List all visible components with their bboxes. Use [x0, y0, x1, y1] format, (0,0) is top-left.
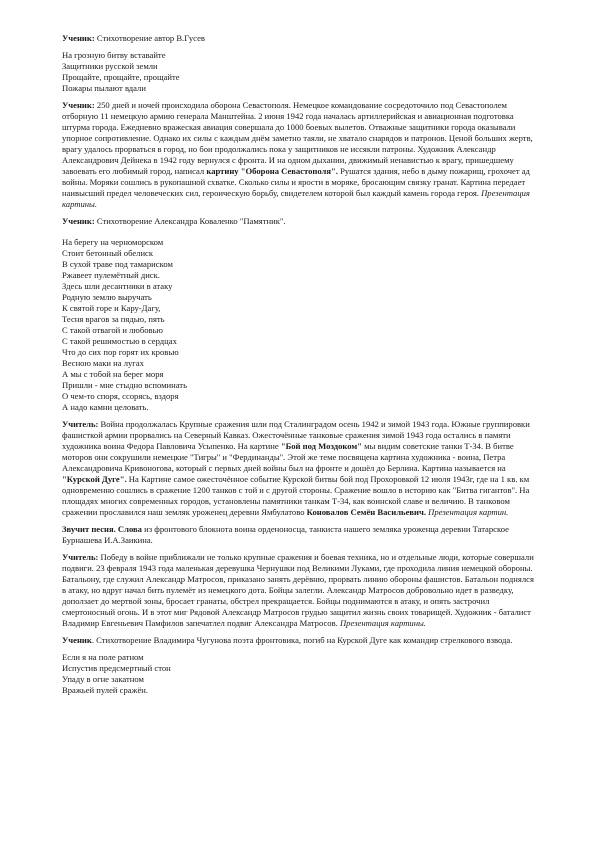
- song-label: Звучит песня. Слова: [62, 524, 142, 534]
- speaker-label: Учитель:: [62, 419, 99, 429]
- paragraph-matrosov: Учитель: Победу в войне приближали не только крупные сражения и боевая техника, но и отдельные люди, которые совершали подвиги. 23 февраля 1943 года маленькая деревушка Чернушки под Великими Луками, где проходила линия немецкой обороны. Батальону, где служил Александр Матросов, приказано занять дерёвню, прорвать линию обороны фашистов. Батальон поднялся в атаку, но вдруг начал бить пулемёт из немецкого дота. Бойцы залегли. Александр Матросов добровольно идет в разведку, доползает до мертвой зоны, бросает гранаты, обстрел прекращается. Бойцы поднимаются в атаку, и опять застрочил смертоносный огонь. И в этот миг Рядовой Александр Матросов грудью защитил жизнь своих товарищей. Художник - баталист Владимир Евгеньевич Памфилов запечатлел подвиг Александра Матросов. Презентация картины.: [62, 552, 534, 628]
- paragraph-song: Звучит песня. Слова из фронтового блокнота воина орденоносца, танкиста нашего земляка уроженца деревни Татарское Бурнашева И.А.Заикина.: [62, 524, 509, 545]
- speaker-label: Ученик:: [62, 216, 95, 226]
- intro-line: Ученик: Стихотворение автор В.Гусев: [62, 33, 205, 43]
- speaker-label: Ученик:: [62, 100, 95, 110]
- paragraph-tank-battles: Учитель: Война продолжалась Крупные сражения шли под Сталинградом осень 1942 и зимой 1943 года. Южные группировки фашисткой армии прорвались на Северный Кавказ. Ожесточённые танковые сражения зимой 1943 года остались в памяти художника воина Федора Павловича Усыпенко. На картине "Бой под Моздоком" мы видим советские танки Т-34. В битве моторов они сокрушили немецкие "Тигры" и "Фердинанды". Этой же теме посвящена картина художника - воина, Петра Александровича Кривоногова, который с первых дней войны был на фронте и дошёл до Берлина. Картина называется на "Курской Дуге". На Картине самое ожесточённое событие Курской битвы бой под Прохоровкой 12 июля 1943г, где на 1 кв. км одновременно сошлись в сражение 1200 танков с той и с другой стороны. Сражение вошло в историю как "Битва гигантов". На площадях многих современных городов, установлены памятники танкам Т-34, как воинской славе и величию. В танковом сражении прославился наш земляк уроженец деревни Ямбулатово Коновалов Семён Васильевич. Презентация картин.: [62, 419, 530, 517]
- intro-line: Ученик. Стихотворение Владимира Чугунова поэта фронтовика, погиб на Курской Дуге как командир стрелкового взвода.: [62, 635, 513, 645]
- paragraph-sevastopol: Ученик: 250 дней и ночей происходила оборона Севастополя. Немецкое командование сосредоточило под Севастополем отборную 11 немецкую армию генерала Манштейна. 2 июня 1942 года началась артиллерийская и авиационная подготовка штурма города. Ежедневно вражеская авиация совершала до 1000 боевых вылетов. Отважные защитники города оказывали упорное сопротивление. Однако их силы с каждым днём заметно таяли, не хватало снарядов и патронов. Ценой больших жертв, врагу удалось прорваться в город, но бои продолжались пока у защитников не иссякли патроны. Художник Александр Александрович Дейнека в 1942 году вернулся с фронта. И на одном дыхании, движимый ненавистью к врагу, пришедшему завоевать его любимый город, написал картину "Оборона Севастополя". Рушатся здания, небо в дыму пожарищ, грохочет ад войны. Моряки сошлись в рукопашной схватке. Сколько силы и ярости в моряке, бросающим связку гранат. Картина передает наивысший предел человеческих сил, героическую борьбу, свидетелем которой был каждый камень города героя. Презентация картины.: [62, 100, 533, 209]
- poem-monument: На берегу на черноморском Стоит бетонный обелиск В сухой траве под тамариском Ржавеет пулемётный диск. Здесь шли десантники в атаку Родную землю выручать К святой горе и Кару-Дагу, Тесня врагов за пядью, пять С такой отвагой и любовью С такой решимостью в сердцах Что до сих пор горят их кровью Весною маки на лугах А мы с тобой на берег моря Пришли - мне стыдно вспоминать О чем-то споря, ссорясь, вздоря А надо камни целовать.: [62, 237, 187, 412]
- speaker-label: Ученик:: [62, 33, 95, 43]
- speaker-label: Учитель:: [62, 552, 99, 562]
- poem-gusev: На грозную битву вставайте Защитники русской земли Прощайте, прощайте, прощайте Пожары пылают вдали: [62, 50, 180, 93]
- poem-chugunov: Если я на поле ратном Испустив предсмертный стон Упаду в огне закатном Вражьей пулей сражён.: [62, 652, 171, 695]
- speaker-label: Ученик: [62, 635, 92, 645]
- intro-line: Ученик: Стихотворение Александра Коваленко "Памятник".: [62, 216, 286, 226]
